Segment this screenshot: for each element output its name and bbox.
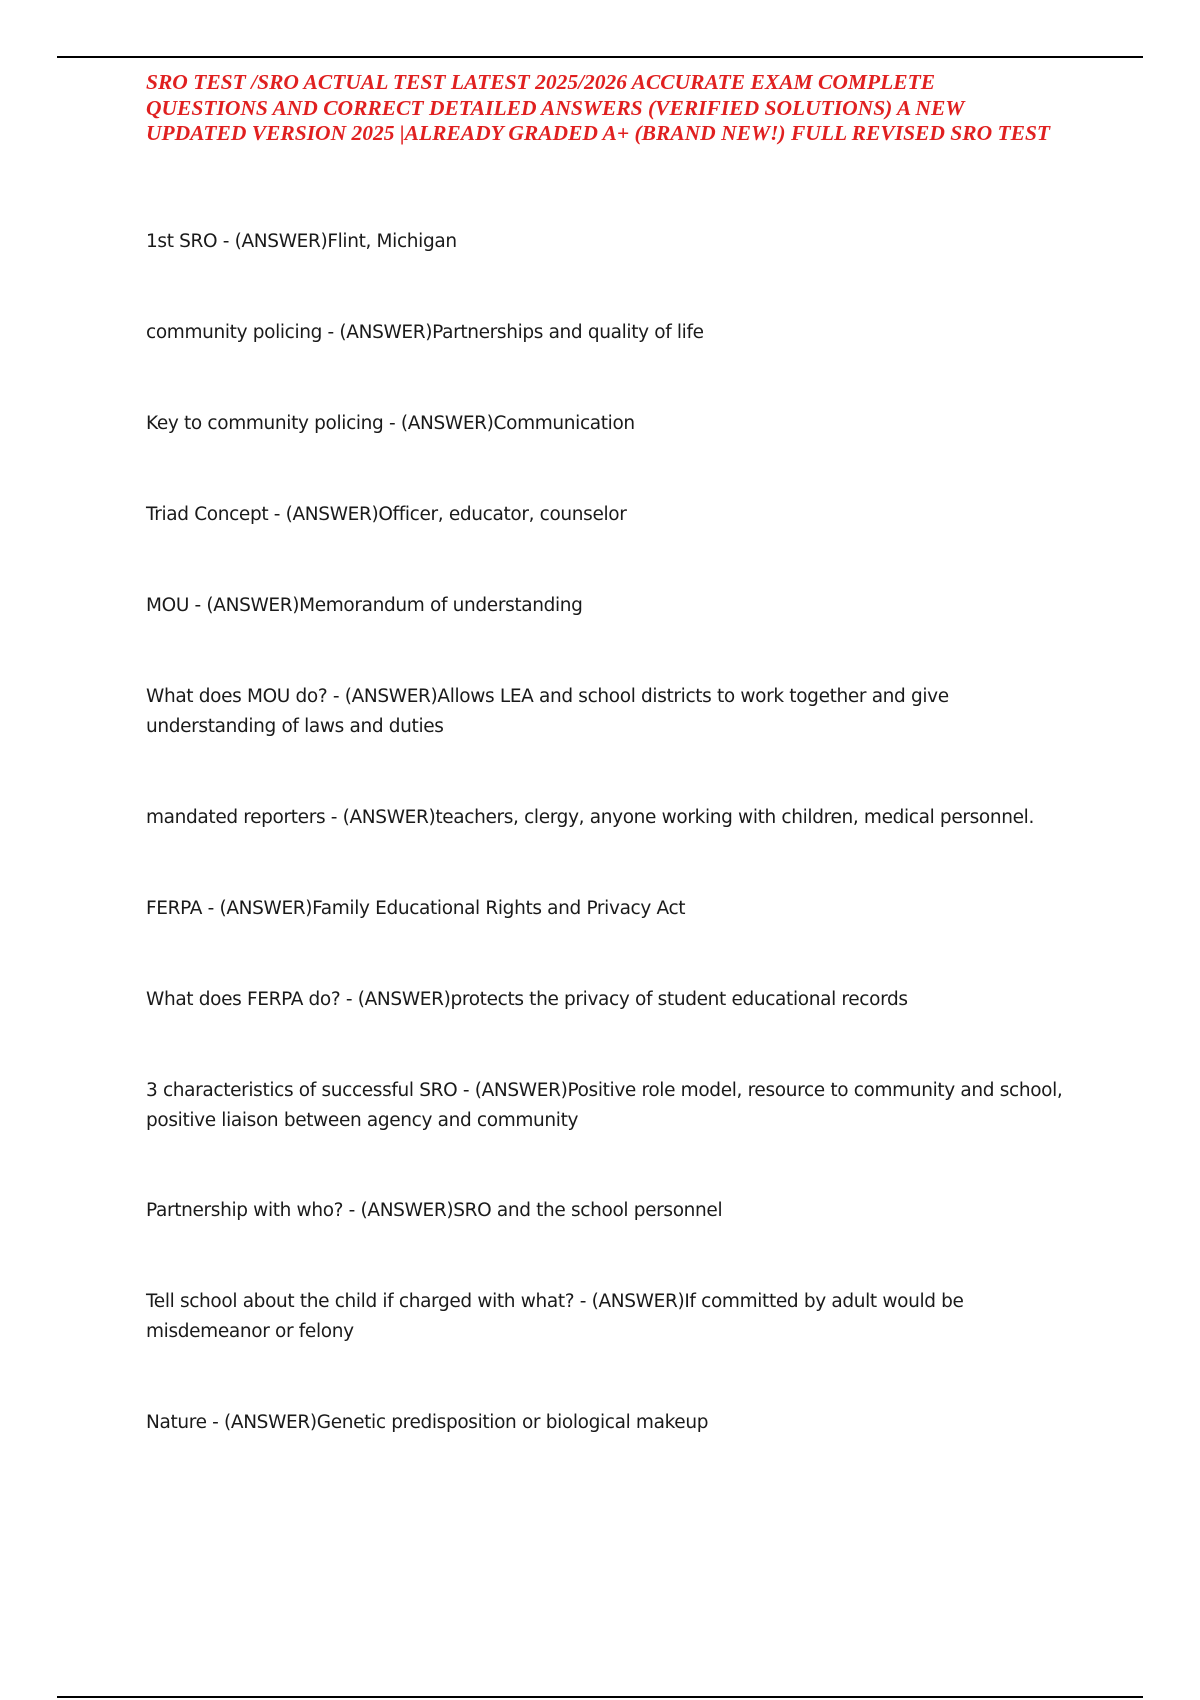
qa-item [146, 1287, 1146, 1347]
qa-text: understanding of laws and duties [146, 716, 444, 737]
qa-item [146, 500, 1146, 530]
qa-text: 3 characteristics of successful SRO - (ANSWER)Positive role model, resource to community and school, [146, 1080, 1063, 1101]
qa-item [146, 985, 1146, 1015]
title-line: SRO TEST /SRO ACTUAL TEST LATEST 2025/2026 ACCURATE EXAM COMPLETE [146, 70, 936, 94]
bottom-rule [57, 1696, 1143, 1698]
qa-text: Key to community policing - (ANSWER)Communication [146, 413, 635, 434]
qa-item [146, 1196, 1146, 1226]
qa-text: FERPA - (ANSWER)Family Educational Rights and Privacy Act [146, 898, 686, 919]
qa-text: 1st SRO - (ANSWER)Flint, Michigan [146, 231, 457, 252]
qa-text: What does FERPA do? - (ANSWER)protects the privacy of student educational records [146, 989, 908, 1010]
qa-item [146, 409, 1146, 439]
qa-text: positive liaison between agency and community [146, 1110, 579, 1131]
top-rule [57, 56, 1143, 58]
qa-text: mandated reporters - (ANSWER)teachers, clergy, anyone working with children, medical personnel. [146, 807, 1034, 828]
qa-item [146, 682, 1146, 742]
qa-text: Triad Concept - (ANSWER)Officer, educator, counselor [146, 504, 627, 525]
qa-item [146, 318, 1146, 348]
qa-item [146, 894, 1146, 924]
qa-text: Tell school about the child if charged with what? - (ANSWER)If committed by adult would be [146, 1291, 964, 1312]
title-line: UPDATED VERSION 2025 |ALREADY GRADED A+ (BRAND NEW!) FULL REVISED SRO TEST [146, 121, 1051, 145]
document-title [146, 70, 1156, 147]
qa-item [146, 227, 1146, 257]
qa-text: Partnership with who? - (ANSWER)SRO and the school personnel [146, 1200, 723, 1221]
qa-text: misdemeanor or felony [146, 1321, 354, 1342]
qa-text: What does MOU do? - (ANSWER)Allows LEA and school districts to work together and give [146, 686, 949, 707]
qa-item [146, 1076, 1146, 1136]
qa-text: community policing - (ANSWER)Partnerships and quality of life [146, 322, 704, 343]
qa-item [146, 803, 1146, 833]
qa-item [146, 591, 1146, 621]
qa-text: Nature - (ANSWER)Genetic predisposition or biological makeup [146, 1412, 709, 1433]
title-line: QUESTIONS AND CORRECT DETAILED ANSWERS (VERIFIED SOLUTIONS) A NEW [146, 95, 965, 120]
qa-item [146, 1408, 1146, 1438]
qa-text: MOU - (ANSWER)Memorandum of understanding [146, 595, 583, 616]
